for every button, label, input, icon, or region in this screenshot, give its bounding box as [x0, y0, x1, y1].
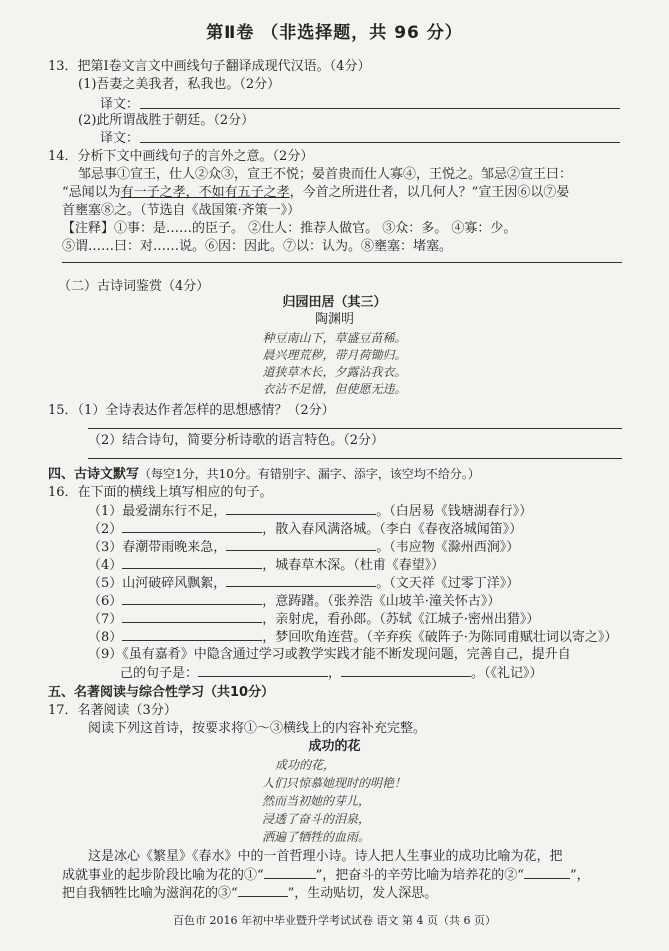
q17-instruction: 阅读下列这首诗，按要求将①～③横线上的内容补充完整。	[88, 721, 427, 736]
q16-item-source: ，散入春风满洛城。（李白《春夜洛城闻笛》）	[262, 522, 523, 537]
q17-poem-line-5: 洒遍了牺牲的血雨。	[262, 830, 371, 844]
q16-item-number: （3）	[88, 540, 123, 555]
q16-item-number: （4）	[88, 558, 123, 573]
q17-blank-2[interactable]	[524, 866, 570, 879]
q16-item-8	[88, 628, 617, 646]
q14-note-2: ⑤谓……曰：对……说。⑥因：因此。⑦以：认为。⑧壅塞：堵塞。	[62, 239, 453, 254]
q16-item-blank[interactable]	[122, 628, 262, 641]
q13-sentence-2: (2)此所谓战胜于朝廷。（2分）	[78, 113, 255, 128]
q17-blank-1[interactable]	[264, 866, 316, 879]
q16-item-9-line-1: （9）《虽有嘉肴》中隐含通过学习或教学实践才能不断发现问题，完善自己，提升自	[88, 647, 571, 662]
poem-line-4: 衣沾不足惜，但使愿无违。	[262, 382, 407, 396]
q14-answer-line[interactable]	[62, 262, 622, 263]
poem-line-1: 种豆南山下，草盛豆苗稀。	[262, 331, 407, 345]
q16-item-given-text: 最爱湖东行不足，	[122, 504, 227, 519]
poem-title: 归园田居（其三）	[282, 295, 387, 310]
q13-answer-line-2[interactable]	[140, 142, 620, 143]
q17-paragraph-line-3: 把自我牺牲比喻为滋润花的③“ ”，生动贴切，发人深思。	[62, 886, 438, 901]
q16-item-number: （2）	[88, 522, 123, 537]
section4-heading-row	[48, 466, 480, 483]
q16-item-3	[88, 538, 519, 556]
q14-underlined-sentence: 有一子之孝，不如有五子之孝	[120, 185, 290, 200]
q16-item-number: （1）	[88, 504, 123, 519]
q17-poem-line-3: 然而当初她的芽儿，	[262, 794, 371, 808]
q16-item-blank[interactable]	[122, 556, 262, 569]
section4-heading: 四、古诗文默写	[48, 467, 140, 482]
q15-question-1: 15．（1）全诗表达作者怎样的思想感情？（2分）	[48, 403, 335, 418]
q16-item-5	[88, 574, 519, 592]
q16-item-source: ，城春草木深。（杜甫《春望》）	[262, 558, 445, 573]
q17-stem: 17．名著阅读（3分）	[48, 703, 177, 718]
q16-item-source: 。（文天祥《过零丁洋》）	[376, 576, 520, 591]
q16-item-source: 。（白居易《钱塘湖春行》）	[376, 504, 533, 519]
q17-poem-line-2: 人们只惊慕她现时的明艳！	[262, 776, 407, 790]
q14-passage-line-2: “忌闻以为有一子之孝，不如有五子之孝，今首之所进仕者，以几何人？”宣王因⑥以⑦晏	[62, 185, 570, 200]
q13-answer-label-1: 译文：	[100, 97, 140, 112]
q16-item-6	[88, 592, 500, 610]
q14-passage-line-3: 首壅塞⑧之。（节选自《战国策·齐策一》）	[62, 203, 301, 218]
q15-answer-line-1[interactable]	[88, 428, 622, 429]
q16-item-4	[88, 556, 444, 574]
q16-item-blank[interactable]	[226, 574, 376, 587]
q16-item-given-text: 春潮带雨晚来急，	[122, 540, 227, 555]
q16-item-given-text: 山河破碎风飘絮，	[122, 576, 227, 591]
q16-item-blank[interactable]	[122, 610, 262, 623]
page-title: 第Ⅱ卷 （非选择题，共 96 分）	[206, 23, 463, 43]
q15-question-2: （2）结合诗句，简要分析诗歌的语言特色。（2分）	[88, 433, 385, 448]
q16-item-1	[88, 502, 532, 520]
q13-answer-line-1[interactable]	[140, 108, 620, 109]
poem-author: 陶渊明	[314, 312, 354, 327]
q13-stem: 13．把第Ⅰ卷文言文中画线句子翻译成现代汉语。（4分）	[48, 59, 371, 74]
q14-stem: 14．分析下文中画线句子的言外之意。（2分）	[48, 149, 314, 164]
q16-item-source: ，亲射虎，看孙郎。（苏轼《江城子·密州出猎》）	[262, 612, 540, 627]
q16-item-source: ，梦回吹角连营。（辛弃疾《破阵子·为陈同甫赋壮词以寄之》）	[262, 630, 618, 645]
q16-item-source: ，意踌躇。（张养浩《山坡羊·潼关怀古》）	[262, 594, 501, 609]
q17-paragraph-line-2: 成就事业的起步阶段比喻为花的①“ ”，把奋斗的辛劳比喻为培养花的②“ ”，	[62, 868, 590, 883]
q14-note-1: 【注释】①事：是……的臣子。 ②仕人：推荐人做官。 ③众：多。 ④寡：少。	[62, 221, 517, 236]
q17-poem-title: 成功的花	[308, 739, 361, 754]
q16-item-9-line-2: 己的句子是： ， 。（《礼记》）	[120, 666, 543, 681]
section5-heading: 五、名著阅读与综合性学习（共10分）	[48, 685, 275, 700]
q15-answer-line-2[interactable]	[88, 458, 622, 459]
poem-line-3: 道狭草木长，夕露沾我衣。	[262, 365, 407, 379]
q13-answer-label-2: 译文：	[100, 131, 140, 146]
q16-stem: 16．在下面的横线上填写相应的句子。	[48, 485, 273, 500]
q16-item-number: （6）	[88, 594, 123, 609]
q16-item-blank[interactable]	[122, 592, 262, 605]
q17-poem-line-4: 浸透了奋斗的泪泉，	[262, 812, 371, 826]
section2-heading: （二）古诗词鉴赏（4分）	[58, 279, 210, 294]
q16-item-blank[interactable]	[122, 520, 262, 533]
q16-item-number: （5）	[88, 576, 123, 591]
q16-item-number: （7）	[88, 612, 123, 627]
q16-item-source: 。（韦应物《滁州西涧》）	[376, 540, 520, 555]
q17-poem-line-1: 成功的花，	[275, 758, 336, 772]
q14-passage-line-1: 邹忌事①宣王，仕人②众③，宣王不悦；晏首贵而仕人寡④，王悦之。邹忌②宣王曰：	[78, 167, 573, 182]
q16-item-blank[interactable]	[226, 538, 376, 551]
q16-item-9-blank-2[interactable]	[341, 664, 471, 677]
q17-paragraph-line-1: 这是冰心《繁星》《春水》中的一首哲理小诗。诗人把人生事业的成功比喻为花，把	[88, 849, 563, 864]
q16-item-9-blank-1[interactable]	[198, 664, 328, 677]
q16-item-2	[88, 520, 522, 538]
page-footer: 百色市 2016 年初中毕业暨升学考试试卷 语文 第 4 页（共 6 页）	[173, 914, 496, 927]
section4-heading-note: （每空1分，共10分。有错别字、漏字、添字，该空均不给分。）	[139, 467, 480, 481]
q17-blank-3[interactable]	[238, 884, 288, 897]
q16-item-number: （8）	[88, 630, 123, 645]
poem-line-2: 晨兴理荒秽，带月荷锄归。	[262, 348, 407, 362]
q16-item-blank[interactable]	[226, 502, 376, 515]
q16-item-7	[88, 610, 539, 628]
q13-sentence-1: (1)吾妻之美我者，私我也。（2分）	[78, 77, 281, 92]
